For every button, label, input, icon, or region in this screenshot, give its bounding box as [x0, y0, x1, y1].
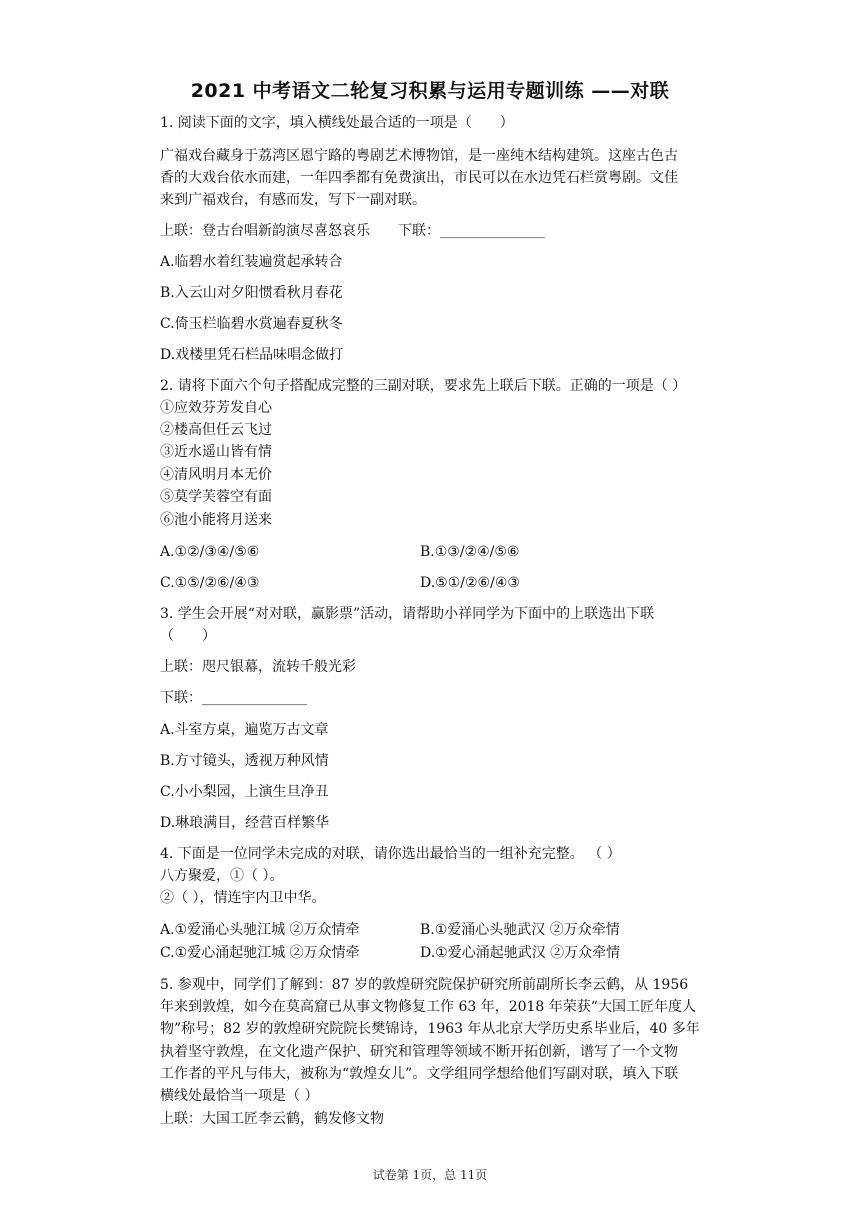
q1-option-c: C.倚玉栏临碧水赏遍春夏秋冬: [160, 316, 343, 332]
q3-option-b: B.方寸镜头，透视万种风情: [160, 753, 329, 769]
q3-lower-couplet: 下联：_______________: [160, 690, 307, 706]
q5-upper-couplet: 上联：大国工匠李云鹤，鹤发修文物: [160, 1111, 384, 1127]
q2-option-d: D.⑤①/②⑥/④③: [420, 575, 520, 591]
q3-option-a: A.斗室方桌，遍览万古文章: [160, 722, 329, 738]
q1-passage-line: 来到广福戏台，有感而发，写下一副对联。: [160, 192, 426, 208]
q4-line: 八方聚爱，①（ ）。: [160, 868, 284, 884]
q3-stem: 3. 学生会开展“对对联，赢影票”活动，请帮助小祥同学为下面中的上联选出下联: [160, 606, 655, 622]
q5-line: 物”称号；82 岁的敦煌研究院院长樊锦诗，1963 年从北京大学历史系毕业后，40 多年: [160, 1021, 700, 1037]
q4-stem: 4. 下面是一位同学未完成的对联，请你选出最恰当的一组补充完整。 （ ）: [160, 846, 621, 862]
q3-stem-bracket: （ ）: [160, 628, 216, 644]
q5-line: 执着坚守敦煌，在文化遗产保护、研究和管理等领域不断开拓创新，谱写了一个文物: [160, 1044, 678, 1060]
q3-option-d: D.琳琅满目，经营百样繁华: [160, 815, 330, 831]
q5-line: 工作者的平凡与伟大，被称为“敦煌女儿”。文学组同学想给他们写副对联，填入下联: [160, 1066, 679, 1082]
q2-sentence: ①应效芬芳发自心: [160, 400, 272, 416]
q1-passage-line: 广福戏台藏身于荔湾区恩宁路的粤剧艺术博物馆，是一座纯木结构建筑。这座古色古: [160, 148, 678, 164]
q5-line: 横线处最恰当一项是（ ）: [160, 1088, 319, 1104]
q4-option-a: A.①爱涌心头驰江城 ②万众情牵: [160, 922, 360, 938]
q2-sentence: ③近水遥山皆有情: [160, 444, 272, 460]
q2-stem: 2. 请将下面六个句子搭配成完整的三副对联，要求先上联后下联。正确的一项是（ ）: [160, 378, 687, 394]
q3-upper-couplet: 上联：咫尺银幕，流转千般光彩: [160, 659, 356, 675]
q4-option-b: B.①爱涌心头驰武汉 ②万众牵情: [420, 922, 620, 938]
q4-option-c: C.①爱心涌起驰江城 ②万众情牵: [160, 945, 360, 961]
q4-option-d: D.①爱心涌起驰武汉 ②万众牵情: [420, 945, 621, 961]
q1-passage-line: 香的大戏台依水而建，一年四季都有免费演出，市民可以在水边凭石栏赏粤剧。文佳: [160, 170, 678, 186]
q5-line: 年来到敦煌，如今在莫高窟已从事文物修复工作 63 年，2018 年荣获“大国工匠年度人: [160, 999, 696, 1015]
page-title: 2021 中考语文二轮复习积累与运用专题训练 ——对联: [190, 80, 670, 102]
q1-option-b: B.入云山对夕阳惯看秋月春花: [160, 285, 343, 301]
q2-sentence: ②楼高但任云飞过: [160, 422, 272, 438]
q2-sentence: ⑥池小能将月送来: [160, 512, 272, 528]
q2-option-a: A.①②/③④/⑤⑥: [160, 544, 260, 560]
q3-option-c: C.小小梨园，上演生旦净丑: [160, 784, 329, 800]
q1-stem: 1. 阅读下面的文字，填入横线处最合适的一项是（ ）: [160, 115, 514, 131]
q1-option-d: D.戏楼里凭石栏品味唱念做打: [160, 347, 344, 363]
q2-sentence: ④清风明月本无价: [160, 467, 272, 483]
q2-sentence: ⑤莫学芙蓉空有面: [160, 489, 272, 505]
q2-option-b: B.①③/②④/⑤⑥: [420, 544, 520, 560]
q4-line: ②（ ），情连宇内卫中华。: [160, 890, 326, 906]
page-footer: 试卷第 1页，总 11页: [372, 1168, 488, 1182]
q2-option-c: C.①⑤/②⑥/④③: [160, 575, 260, 591]
q5-line: 5. 参观中，同学们了解到：87 岁的敦煌研究院保护研究所前副所长李云鹤，从 1956: [160, 977, 689, 993]
q1-couplet: 上联：登古台唱新韵演尽喜怒哀乐 下联：_______________: [160, 223, 545, 239]
q1-option-a: A.临碧水着红装遍赏起承转合: [160, 254, 343, 270]
